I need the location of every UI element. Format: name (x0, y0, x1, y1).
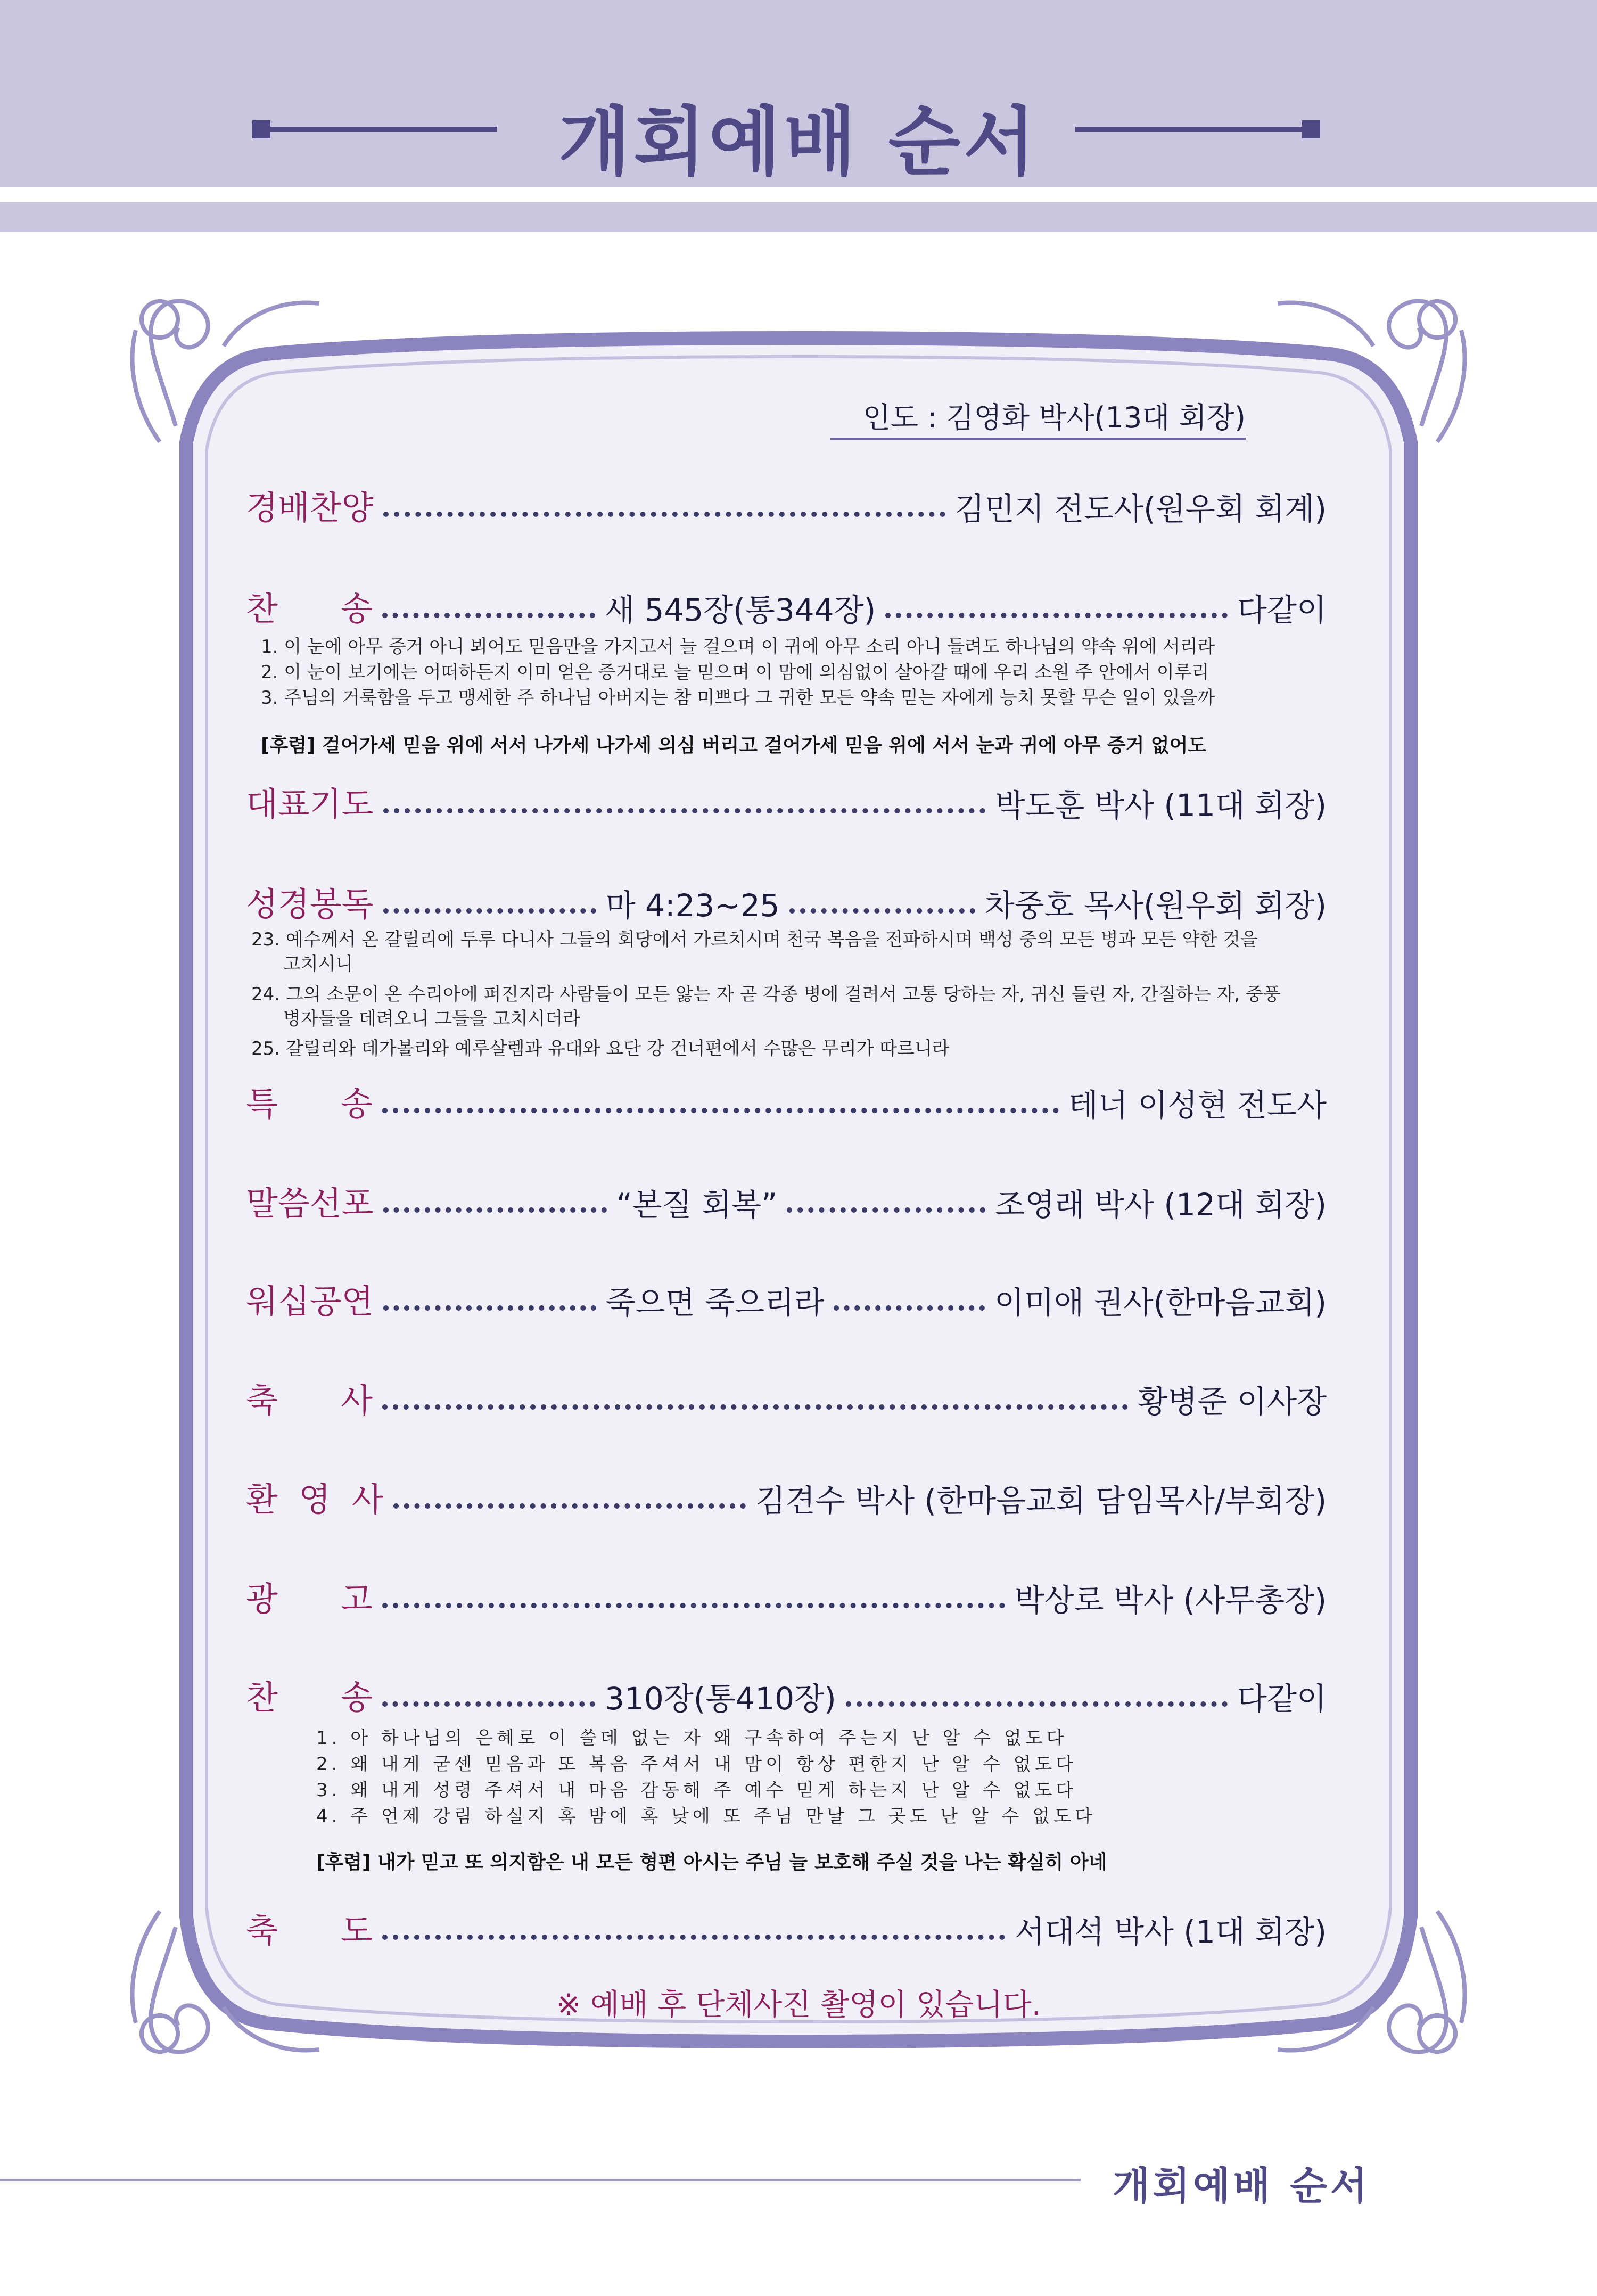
leader-dots (382, 1603, 1005, 1608)
hymn-refrain: [후렴] 걸어가세 믿음 위에 서서 나가세 나가세 의심 버리고 걸어가세 믿음 위에 서서 눈과 귀에 아무 증거 없어도 (261, 735, 1207, 756)
leader-dots (382, 1404, 1128, 1410)
leader-dots (787, 1207, 985, 1213)
program-row-hymn-1 (246, 583, 1327, 626)
row-performer: 이미애 권사(한마음교회) (994, 1285, 1327, 1321)
row-label: 찬 송 (246, 1678, 373, 1717)
hymn-verse: 1. 이 눈에 아무 증거 아니 뵈어도 믿음만을 가지고서 늘 걸으며 이 귀에 아무 소리 아니 들려도 하나님의 약속 위에 서리라 (261, 636, 1215, 657)
leader-dots (382, 1935, 1005, 1940)
row-performer: 다같이 (1237, 592, 1327, 628)
leader-dots (382, 1108, 1059, 1113)
row-label: 찬 송 (246, 589, 373, 628)
program-row-announcements (246, 1573, 1327, 1616)
program-row-scripture (246, 878, 1327, 924)
row-performer: 차중호 목사(원우회 회장) (984, 887, 1327, 924)
row-detail: 새 545장(통344장) (605, 592, 876, 628)
row-label: 경배찬양 (246, 488, 374, 527)
leader-dots (383, 908, 596, 914)
presider-underline (830, 438, 1246, 440)
row-label: 말씀선포 (246, 1184, 374, 1223)
row-performer: 김민지 전도사(원우회 회계) (954, 491, 1327, 527)
row-performer: 김견수 박사 (한마음교회 담임목사/부회장) (755, 1483, 1327, 1519)
leader-dots (885, 613, 1228, 618)
leader-dots (383, 512, 945, 517)
page-title: 개회예배 순서 (558, 99, 1039, 186)
hymn-verse: 2. 왜 내게 굳센 믿음과 또 복음 주셔서 내 맘이 항상 편한지 난 알 수 없도다 (316, 1754, 1077, 1775)
scripture-verse: 24. 그의 소문이 온 수리아에 퍼진지라 사람들이 모든 앓는 자 곧 각종 병에 걸려서 고통 당하는 자, 귀신 들린 자, 간질하는 자, 중풍 (251, 984, 1281, 1005)
photo-notice: ※ 예배 후 단체사진 촬영이 있습니다. (556, 1988, 1041, 2022)
row-label: 축 사 (246, 1381, 373, 1420)
program-row-welcome-address (246, 1474, 1327, 1519)
hymn-verse: 4. 주 언제 강림 하실지 혹 밤에 혹 낮에 또 주님 만날 그 곳도 난 알 수 없도다 (316, 1806, 1096, 1827)
program-row-benediction (246, 1905, 1327, 1950)
row-performer: 황병준 이사장 (1138, 1384, 1327, 1420)
row-performer: 서대석 박사 (1대 회장) (1015, 1914, 1327, 1950)
scripture-verse: 23. 예수께서 온 갈릴리에 두루 다니사 그들의 회당에서 가르치시며 천국 복음을 전파하시며 백성 중의 모든 병과 모든 약한 것을 (251, 929, 1258, 950)
scripture-verse: 고치시니 (283, 953, 353, 975)
leader-dots (382, 1701, 595, 1707)
leader-dots (382, 613, 595, 618)
row-label: 대표기도 (246, 785, 374, 824)
program-row-hymn-2 (246, 1672, 1327, 1717)
program-row-congratulatory-address (246, 1375, 1327, 1420)
hymn-refrain: [후렴] 내가 믿고 또 의지함은 내 모든 형편 아시는 주님 늘 보호해 주실 것을 나는 확실히 아네 (316, 1851, 1107, 1873)
footer-rule (0, 2179, 1081, 2181)
hymn-verse: 3. 주님의 거룩함을 두고 맹세한 주 하나님 아버지는 참 미쁘다 그 귀한 모든 약속 믿는 자에게 능치 못할 무슨 일이 있을까 (261, 687, 1215, 709)
row-detail: 310장(통410장) (605, 1681, 836, 1717)
row-performer: 박도훈 박사 (11대 회장) (995, 787, 1327, 824)
leader-dots (383, 1207, 607, 1213)
row-label: 성경봉독 (246, 885, 374, 924)
row-performer: 다같이 (1237, 1681, 1327, 1717)
program-row-sermon (246, 1178, 1327, 1223)
leader-dots (789, 908, 975, 914)
leader-dots (383, 1305, 596, 1311)
row-detail: “본질 회복” (616, 1187, 778, 1223)
footer-title: 개회예배 순서 (1113, 2163, 1371, 2208)
row-label: 특 송 (246, 1084, 373, 1123)
program-row-praise (246, 482, 1327, 527)
hymn-verse: 2. 이 눈이 보기에는 어떠하든지 이미 얻은 증거대로 늘 믿으며 이 맘에 의심없이 살아갈 때에 우리 소원 주 안에서 이루리 (261, 662, 1209, 683)
program-row-worship-performance (246, 1275, 1327, 1321)
row-detail: 죽으면 죽으리라 (605, 1285, 825, 1321)
presider: 인도 : 김영화 박사(13대 회장) (862, 401, 1246, 434)
leader-dots (383, 808, 986, 813)
program-row-special-song (246, 1078, 1327, 1121)
row-label: 워십공연 (246, 1282, 374, 1321)
hymn-verse: 1. 아 하나님의 은혜로 이 쓸데 없는 자 왜 구속하여 주는지 난 알 수 없도다 (316, 1727, 1068, 1749)
leader-dots (393, 1503, 746, 1509)
row-detail: 마 4:23~25 (605, 887, 780, 924)
row-label: 축 도 (246, 1911, 373, 1950)
row-label: 광 고 (246, 1579, 373, 1618)
leader-dots (834, 1305, 985, 1311)
row-performer: 조영래 박사 (12대 회장) (995, 1187, 1327, 1223)
scripture-verse: 25. 갈릴리와 데가볼리와 예루살렘과 유대와 요단 강 건너편에서 수많은 무리가 따르니라 (251, 1038, 950, 1059)
row-performer: 박상로 박사 (사무총장) (1014, 1582, 1327, 1618)
scripture-verse: 병자들을 데려오니 그들을 고치시더라 (283, 1008, 580, 1030)
row-label: 환 영 사 (246, 1480, 384, 1519)
program-row-prayer (246, 778, 1327, 824)
row-performer: 테너 이성현 전도사 (1068, 1087, 1327, 1123)
leader-dots (846, 1701, 1228, 1707)
hymn-verse: 3. 왜 내게 성령 주셔서 내 마음 감동해 주 예수 믿게 하는지 난 알 수 없도다 (316, 1780, 1077, 1801)
